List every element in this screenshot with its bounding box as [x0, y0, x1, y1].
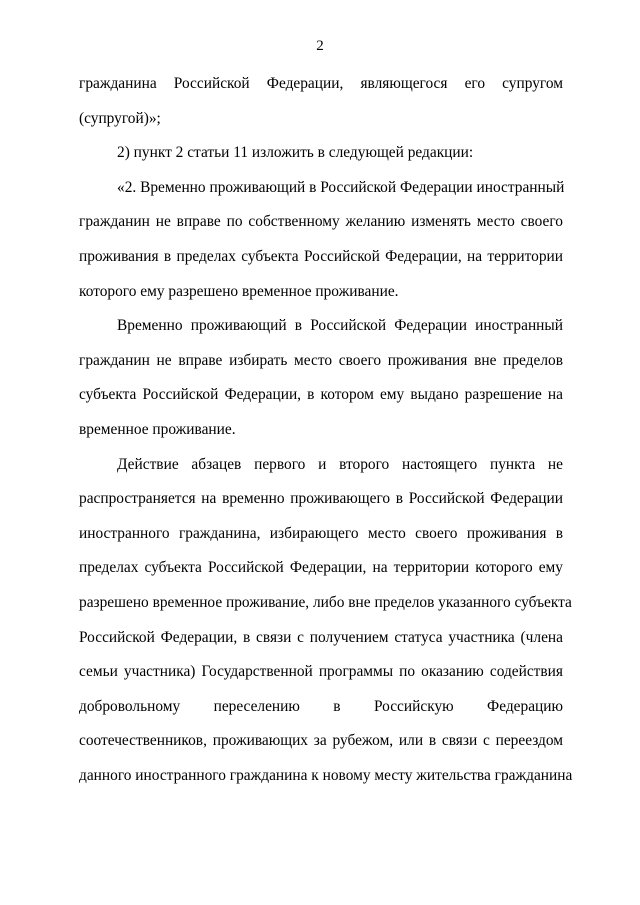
- text-line: добровольному переселению в Российскую Федерацию: [79, 697, 563, 715]
- page-number: 2: [316, 38, 324, 54]
- text-line: Российской Федерации, в связи с получением статуса участника (члена: [79, 628, 563, 646]
- text-line: разрешено временное проживание, либо вне пределов указанного субъекта: [79, 593, 572, 611]
- text-line: данного иностранного гражданина к новому месту жительства гражданина: [79, 766, 573, 784]
- text-line: «2. Временно проживающий в Российской Федерации иностранный: [117, 178, 565, 196]
- text-line: гражданин не вправе по собственному желанию изменять место своего: [79, 213, 563, 231]
- text-line: гражданина Российской Федерации, являющегося его супругом: [79, 75, 563, 92]
- text-line: которого ему разрешено временное проживание.: [79, 282, 399, 300]
- document-body: [79, 74, 573, 800]
- text-line: 2) пункт 2 статьи 11 изложить в следующей редакции:: [117, 144, 474, 162]
- text-line: субъекта Российской Федерации, в котором ему выдано разрешение на: [79, 386, 563, 404]
- text-line: Действие абзацев первого и второго настоящего пункта не: [117, 455, 563, 473]
- text-line: временное проживание.: [79, 420, 236, 438]
- text-line: соотечественников, проживающих за рубежом, или в связи с переездом: [79, 732, 563, 750]
- text-line: пределах субъекта Российской Федерации, на территории которого ему: [79, 559, 563, 577]
- text-line: проживания в пределах субъекта Российской Федерации, на территории: [79, 247, 563, 265]
- text-line: Временно проживающий в Российской Федерации иностранный: [117, 317, 563, 335]
- text-line: гражданин не вправе избирать место своего проживания вне пределов: [79, 351, 563, 369]
- text-line: (супругой)»;: [79, 109, 161, 127]
- text-line: семьи участника) Государственной программы по оказанию содействия: [79, 663, 563, 681]
- text-line: распространяется на временно проживающего в Российской Федерации: [79, 490, 563, 508]
- text-line: иностранного гражданина, избирающего место своего проживания в: [79, 524, 563, 542]
